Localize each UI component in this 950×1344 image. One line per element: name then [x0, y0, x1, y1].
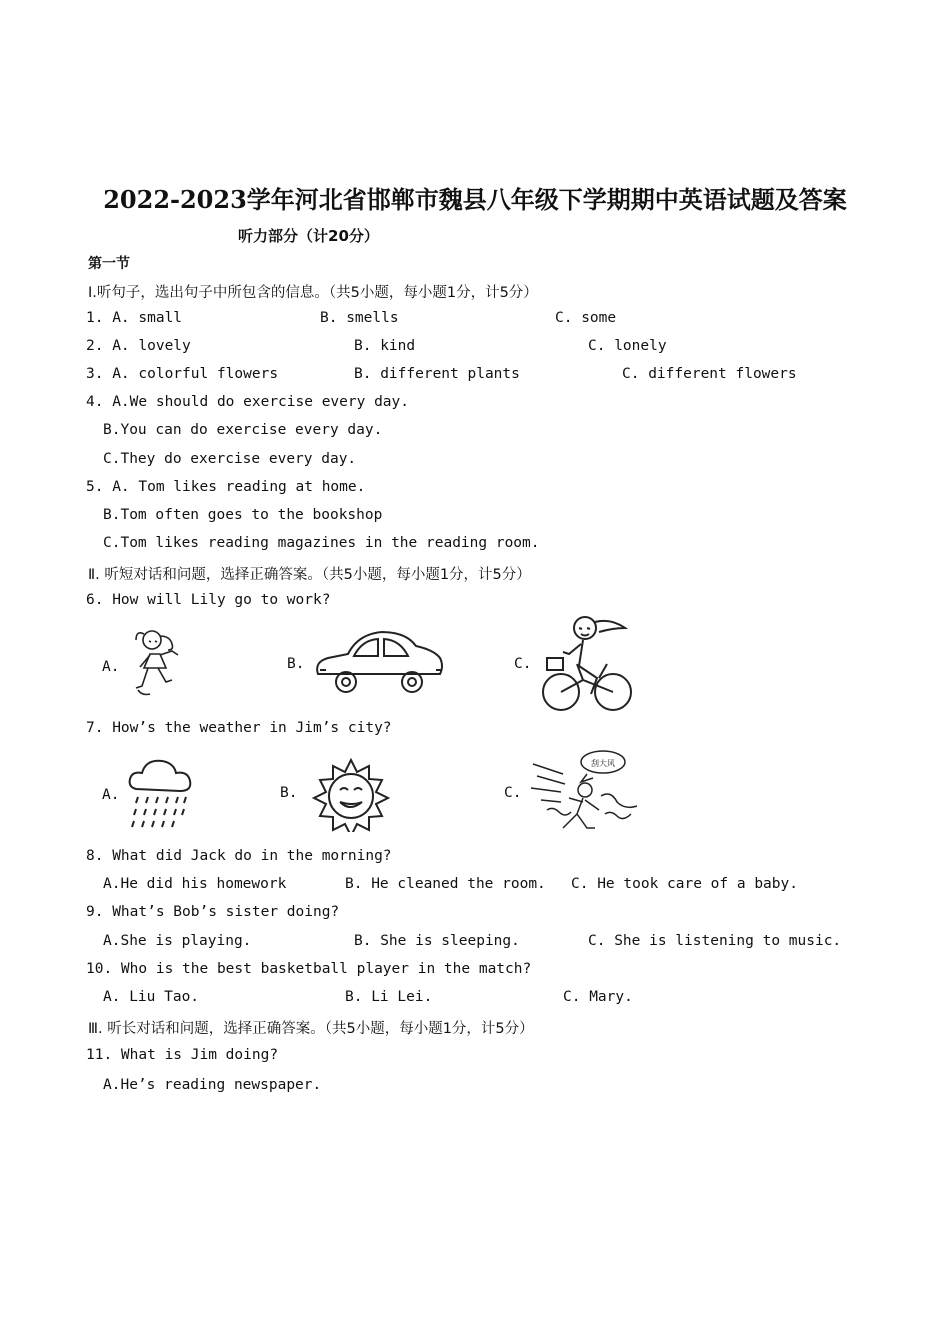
q1-option-c: C. some	[555, 310, 617, 326]
part2-heading: Ⅱ. 听短对话和问题，选择正确答案。（共5小题，每小题1分，计5分）	[88, 567, 531, 583]
q6-label-b: B.	[287, 656, 305, 672]
q10-option-c: C. Mary.	[563, 989, 633, 1005]
q10-option-a: A. Liu Tao.	[103, 989, 200, 1005]
part1-heading: Ⅰ.听句子，选出句子中所包含的信息。（共5小题，每小题1分，计5分）	[88, 285, 538, 301]
q8-option-c: C. He took care of a baby.	[571, 876, 798, 892]
q10-option-b: B. Li Lei.	[345, 989, 433, 1005]
q7-label-a: A.	[102, 787, 120, 803]
section-label: 第一节	[88, 256, 130, 272]
q1-option-b: B. smells	[320, 310, 399, 326]
q6-stem: 6. How will Lily go to work?	[86, 592, 331, 608]
q7-label-c: C.	[504, 785, 522, 801]
q5-option-a: 5. A. Tom likes reading at home.	[86, 479, 366, 495]
q6-label-c: C.	[514, 656, 532, 672]
page-title: 2022-2023学年河北省邯郸市魏县八年级下学期期中英语试题及答案	[103, 185, 847, 214]
listening-subtitle: 听力部分（计20分）	[238, 227, 379, 245]
q8-option-a: A.He did his homework	[103, 876, 287, 892]
q11-option-a: A.He’s reading newspaper.	[103, 1077, 322, 1093]
q11-stem: 11. What is Jim doing?	[86, 1047, 279, 1063]
q3-option-b: B. different plants	[354, 366, 520, 382]
q7-label-b: B.	[280, 785, 298, 801]
q1-option-a: 1. A. small	[86, 310, 183, 326]
q8-stem: 8. What did Jack do in the morning?	[86, 848, 392, 864]
car-icon	[312, 630, 447, 696]
windy-weather-icon	[527, 748, 643, 834]
q2-option-b: B. kind	[354, 338, 416, 354]
q4-option-c: C.They do exercise every day.	[103, 451, 357, 467]
q7-stem: 7. How’s the weather in Jim’s city?	[86, 720, 392, 736]
q9-option-b: B. She is sleeping.	[354, 933, 520, 949]
q2-option-c: C. lonely	[588, 338, 667, 354]
walking-girl-icon	[128, 624, 183, 706]
q3-option-a: 3. A. colorful flowers	[86, 366, 279, 382]
q6-label-a: A.	[102, 659, 120, 675]
q4-option-b: B.You can do exercise every day.	[103, 422, 383, 438]
girl-riding-bike-icon	[537, 612, 647, 714]
q5-option-c: C.Tom likes reading magazines in the reading room.	[103, 535, 540, 551]
q10-stem: 10. Who is the best basketball player in the match?	[86, 961, 532, 977]
part3-heading: Ⅲ. 听长对话和问题，选择正确答案。（共5小题，每小题1分，计5分）	[88, 1021, 534, 1037]
windy-sign-text: 刮大风	[591, 759, 615, 768]
q9-option-a: A.She is playing.	[103, 933, 252, 949]
q4-option-a: 4. A.We should do exercise every day.	[86, 394, 410, 410]
q9-option-c: C. She is listening to music.	[588, 933, 842, 949]
sun-icon	[310, 758, 392, 832]
q9-stem: 9. What’s Bob’s sister doing?	[86, 904, 340, 920]
q3-option-c: C. different flowers	[622, 366, 797, 382]
q5-option-b: B.Tom often goes to the bookshop	[103, 507, 383, 523]
q2-option-a: 2. A. lovely	[86, 338, 191, 354]
q8-option-b: B. He cleaned the room.	[345, 876, 546, 892]
rain-cloud-icon	[126, 755, 196, 831]
